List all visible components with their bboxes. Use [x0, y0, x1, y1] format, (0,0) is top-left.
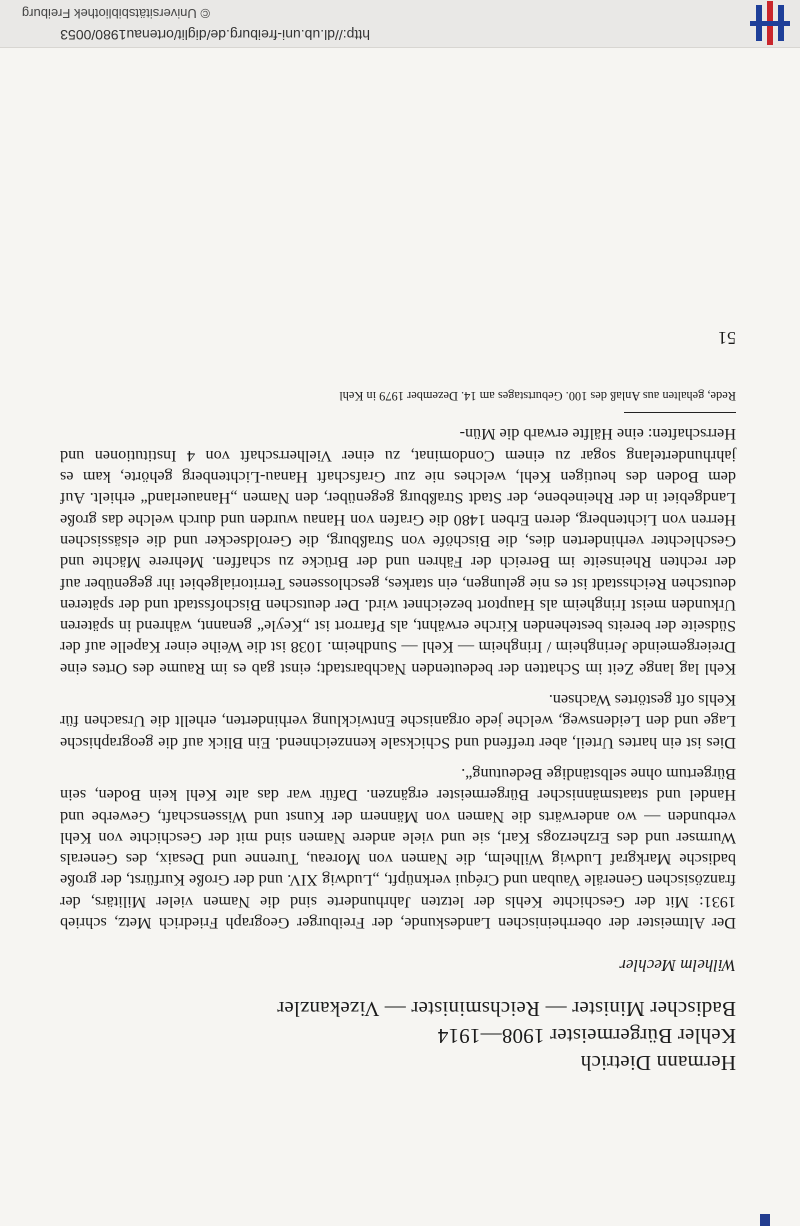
title-line-minister: Badischer Minister — Reichsminister — Vizekanzler [277, 997, 736, 1021]
article-author: Wilhelm Mechler [619, 956, 736, 975]
page-number: 51 [718, 328, 736, 349]
corner-marker [760, 1214, 770, 1226]
paragraph-2: Dies ist ein hartes Urteil, aber treffend und Schicksale kennzeichnend. Ein Blick auf die geographische Lage und den Leidensweg, welche jede organische Entwicklung verhinderten, erhellt die Ursachen für Kehls oft gestörtes Wachsen. [60, 691, 736, 752]
copyright-notice: © Universitätsbibliothek Freiburg [21, 6, 210, 21]
footnote: Rede, gehalten aus Anlaß des 100. Geburtstages am 14. Dezember 1979 in Kehl [339, 389, 736, 404]
viewer-header-bar [0, 0, 800, 48]
title-line-name: Hermann Dietrich [580, 1051, 736, 1075]
paragraph-3: Kehl lag lange Zeit im Schatten der bedeutenden Nachbarstadt; einst gab es im Raume des Ortes eine Dreiergemeinde Jeringheim / Iringheim — Kehl — Sundheim. 1038 ist die Weihe einer Kapelle auf der Südseite der bereits bestehenden Kirche erwähnt, als Pfarrort ist „Keyle“ genannt, während in späteren Urkunden meist Iringheim als Hauptort bezeichnet wird. Der deutschen Bischofsstadt und der späteren deutschen Reichsstadt ist es nie gelungen, ein starkes, geschlossenes Territorialgebiet ihr gegenüber auf der rechten Rheinseite im Bereich der Fähren und der Brücke zu schaffen. Mehrere Mächte und Geschlechter verhinderten dies, die Bischöfe von Straßburg, die Geroldsecker und die elsässischen Herren von Lichtenberg, deren Erben 1480 die Grafen von Hanau wurden und durch welche das große Landgebiet in der Rheinebene, der Stadt Straßburg gegenüber, den Namen „Hanauerland“ erhielt. Auf dem Boden des heutigen Kehl, welches nie zur Grafschaft Hanau-Lichtenberg gehörte, kam es jahrhundertelang sogar zu einem Condominat, zu einer Vielherrschaft von 4 Institutionen und Herrschaften: eine Hälfte erwarb die Mün- [60, 425, 736, 678]
article-body [60, 327, 736, 1076]
ub-freiburg-logo-icon[interactable] [746, 1, 794, 45]
title-line-mayor: Kehler Bürgermeister 1908—1914 [437, 1024, 736, 1048]
document-url-link[interactable]: http://dl.ub.uni-freiburg.de/diglit/ortenau1980/0053 [60, 27, 370, 43]
article-title [60, 995, 736, 1076]
footnote-divider [624, 412, 736, 413]
paragraph-1: Der Altmeister der oberrheinischen Landeskunde, der Freiburger Geograph Friedrich Metz, schrieb 1931: Mit der Geschichte Kehls der letzten Jahrhunderte sind die Namen vieler Militärs, der französischen Generäle Vauban und Créqui verknüpft, „Ludwig XIV. und der Große Kurfürst, der große badische Markgraf Ludwig Wilhelm, die Namen von Moreau, Turenne und Desaix, des Generals Wurmser und des Erzherzogs Karl, sie und viele andere Namen sind mit der Geschichte von Kehl verbunden — wo anderwärts die Namen von Männern der Kunst und Wissenschaft, Gewerbe und Handel und staatsmännischer Bürgermeister ergänzen. Dafür war das alte Kehl kein Boden, sein Bürgertum ohne selbständige Bedeutung“. [60, 764, 736, 932]
